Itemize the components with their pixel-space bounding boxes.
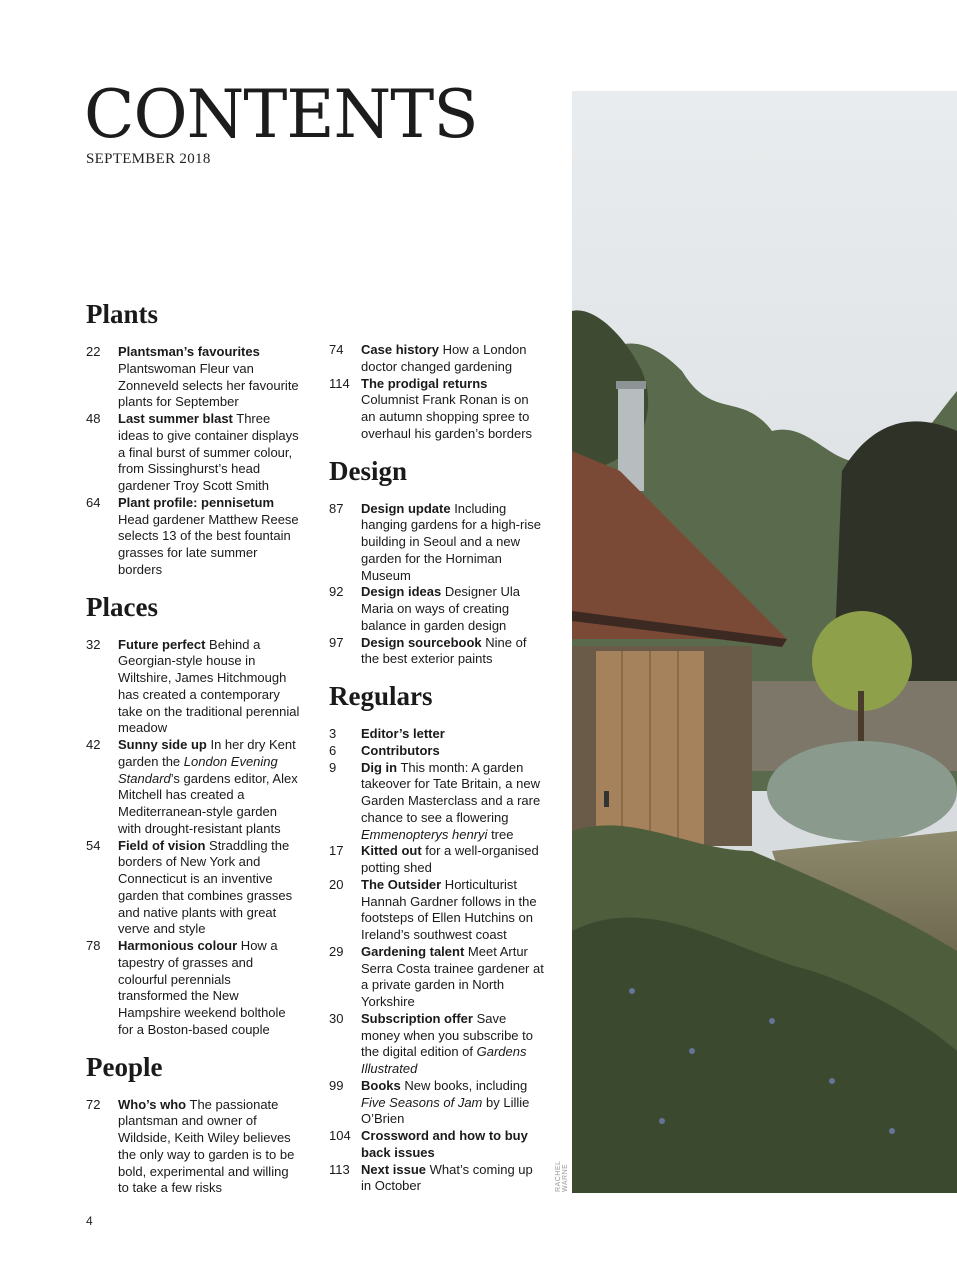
page-ref: 104 xyxy=(329,1128,351,1143)
photo-credit: RACHEL WARNE xyxy=(555,1160,569,1192)
page-ref: 74 xyxy=(329,342,344,357)
entry-description: Straddling the borders of New York and Connecticut is an inventive garden that combines grasses and native plants with great verve and style xyxy=(118,837,293,937)
page-ref: 29 xyxy=(329,943,344,959)
entry-title: Plantsman’s favourites xyxy=(118,344,260,359)
entry-title: Plant profile: pennisetum xyxy=(118,494,275,510)
page-ref: 6 xyxy=(329,742,337,758)
page-ref: 9 xyxy=(329,759,337,775)
silver-shrubs xyxy=(767,741,957,841)
section-places xyxy=(86,591,301,1039)
page-ref: 42 xyxy=(86,737,101,752)
page-ref: 97 xyxy=(329,634,344,650)
contents-entry[interactable] xyxy=(329,760,544,844)
entry-description: This month: A garden takeover for Tate Britain, a new Garden Masterclass and a rare chance to see a flowering xyxy=(361,759,541,825)
entry-description-italic: Emmenopterys henryi xyxy=(361,826,488,842)
entry-description: Nine of the best exterior paints xyxy=(361,634,527,667)
entry-description: Designer Ula Maria on ways of creating balance in garden design xyxy=(361,584,520,633)
contents-entry[interactable] xyxy=(329,726,544,743)
entry-title: Field of vision xyxy=(118,837,206,853)
contents-entry[interactable] xyxy=(329,342,544,376)
entry-description: Save money when you subscribe to the digital edition of xyxy=(361,1010,533,1060)
entry-description-italic: Five Seasons of Jam xyxy=(361,1094,483,1110)
section-heading-design: Design xyxy=(329,455,408,486)
contents-entry[interactable] xyxy=(86,495,301,579)
page-ref: 48 xyxy=(86,411,101,426)
entry-description: What’s coming up in October xyxy=(361,1161,533,1194)
page-ref: 64 xyxy=(86,494,101,510)
entry-description: New books, including xyxy=(400,1077,528,1093)
entry-title: Crossword and how to buy back issues xyxy=(361,1128,528,1160)
contents-entry[interactable] xyxy=(329,944,544,1011)
entry-title: The prodigal returns xyxy=(361,375,488,391)
entry-title: Subscription offer xyxy=(361,1010,473,1026)
contents-entry[interactable] xyxy=(329,1162,544,1196)
contents-entry[interactable] xyxy=(86,411,301,495)
entry-title: Design ideas xyxy=(361,584,442,600)
entry-title: Design update xyxy=(361,500,451,516)
entry-description: In her dry Kent garden the xyxy=(118,737,296,769)
contents-entry[interactable] xyxy=(329,1128,544,1162)
page-ref: 72 xyxy=(86,1096,101,1112)
contents-entry[interactable] xyxy=(329,877,544,944)
entry-title: Harmonious colour xyxy=(118,938,238,953)
page-ref: 78 xyxy=(86,938,101,953)
contents-entry[interactable] xyxy=(329,501,544,585)
entry-description: The passionate plantsman and owner of Wildside, Keith Wiley believes the only way to garden is to be bold, experimental and willing to take a few risks xyxy=(118,1096,295,1196)
section-plants xyxy=(86,298,301,579)
entry-title: Future perfect xyxy=(118,636,206,652)
page-ref: 54 xyxy=(86,837,101,853)
entry-title: Sunny side up xyxy=(118,737,207,752)
contents-column-left xyxy=(86,298,301,1197)
entry-description: Head gardener Matthew Reese selects 13 of the best fountain grasses for late summer borders xyxy=(118,511,299,577)
section-plants-continued xyxy=(329,342,544,443)
contents-entry[interactable] xyxy=(86,344,301,411)
section-regulars xyxy=(329,680,544,1195)
entry-title: Who’s who xyxy=(118,1096,187,1112)
page-ref: 113 xyxy=(329,1161,350,1177)
entry-title: Books xyxy=(361,1077,401,1093)
entry-description: How a London doctor changed gardening xyxy=(361,342,527,374)
page-ref: 114 xyxy=(329,375,350,391)
entry-title: Design sourcebook xyxy=(361,634,482,650)
entry-description: Three ideas to give container displays a final burst of summer colour, from Sissinghurst’s head gardener Troy Scott Smith xyxy=(118,411,299,493)
entry-description: Behind a Georgian-style house in Wiltshire, James Hitchmough has created a contemporary take on the traditional perennial meadow xyxy=(118,636,300,736)
contents-entry[interactable] xyxy=(86,637,301,738)
contents-entry[interactable] xyxy=(329,584,544,634)
entry-description: How a tapestry of grasses and colourful perennials transformed the New Hampshire weekend bolthole for a Boston-based couple xyxy=(118,938,286,1037)
contents-entry[interactable] xyxy=(329,1011,544,1078)
entry-title: Gardening talent xyxy=(361,943,465,959)
garden-shed-photo xyxy=(572,91,957,1193)
issue-date: SEPTEMBER 2018 xyxy=(86,151,211,167)
entry-title: Next issue xyxy=(361,1161,427,1177)
page-ref: 92 xyxy=(329,584,344,600)
section-design xyxy=(329,455,544,669)
page-ref: 99 xyxy=(329,1077,344,1093)
entry-description: Horticulturist Hannah Gardner follows in the footsteps of Ellen Hutchins on Ireland’s southwest coast xyxy=(361,876,537,942)
contents-entry[interactable] xyxy=(329,1078,544,1128)
entry-title: Contributors xyxy=(361,742,440,758)
entry-title: Kitted out xyxy=(361,843,422,859)
page-ref: 87 xyxy=(329,500,344,516)
contents-entry[interactable] xyxy=(329,843,544,877)
garden-shed-illustration xyxy=(572,91,957,1193)
page-ref: 22 xyxy=(86,344,101,359)
entry-description: Columnist Frank Ronan is on an autumn shopping spree to overhaul his garden’s borders xyxy=(361,392,533,441)
entry-title: Case history xyxy=(361,342,440,357)
page-ref: 3 xyxy=(329,726,337,741)
section-heading-people: People xyxy=(86,1051,163,1082)
section-people xyxy=(86,1051,301,1198)
contents-entry[interactable] xyxy=(86,838,301,939)
entry-description-italic: Gardens Illustrated xyxy=(361,1044,527,1076)
entry-description-cont: tree xyxy=(487,826,514,842)
entry-title: Dig in xyxy=(361,759,398,775)
contents-entry[interactable] xyxy=(329,635,544,669)
entry-title: Editor’s letter xyxy=(361,726,445,741)
entry-description: for a well-organised potting shed xyxy=(361,843,539,875)
entry-description: Meet Artur Serra Costa trainee gardener at a private garden in North Yorkshire xyxy=(361,943,544,1009)
contents-entry[interactable] xyxy=(329,376,544,443)
section-heading-places: Places xyxy=(86,591,158,622)
chimney-cap xyxy=(616,381,646,389)
entry-description-cont: ’s gardens editor, Alex Mitchell has created a Mediterranean-style garden with drought-resistant plants xyxy=(118,770,298,836)
page-title: CONTENTS xyxy=(84,76,478,153)
entry-description: Plantswoman Fleur van Zonneveld selects her favourite plants for September xyxy=(118,360,299,410)
page-ref: 32 xyxy=(86,636,101,652)
contents-entry[interactable] xyxy=(329,743,544,760)
entry-description-italic: London Evening Standard xyxy=(118,753,278,786)
section-heading-plants: Plants xyxy=(86,299,159,329)
page-ref: 17 xyxy=(329,843,344,859)
page-ref: 20 xyxy=(329,876,344,892)
entry-description: Including hanging gardens for a high-rise building in Seoul and a new garden for the Horniman Museum xyxy=(361,500,541,583)
contents-column-right xyxy=(329,342,544,1195)
door-handle xyxy=(604,791,609,807)
contents-entry[interactable] xyxy=(86,1097,301,1198)
entry-title: Last summer blast xyxy=(118,411,233,426)
contents-entry[interactable] xyxy=(86,737,301,838)
page-ref: 30 xyxy=(329,1010,344,1026)
entry-description-cont: by Lillie O’Brien xyxy=(361,1094,530,1127)
page-number: 4 xyxy=(86,1214,93,1228)
contents-entry[interactable] xyxy=(86,938,301,1039)
section-heading-regulars: Regulars xyxy=(329,681,433,711)
entry-title: The Outsider xyxy=(361,876,442,892)
